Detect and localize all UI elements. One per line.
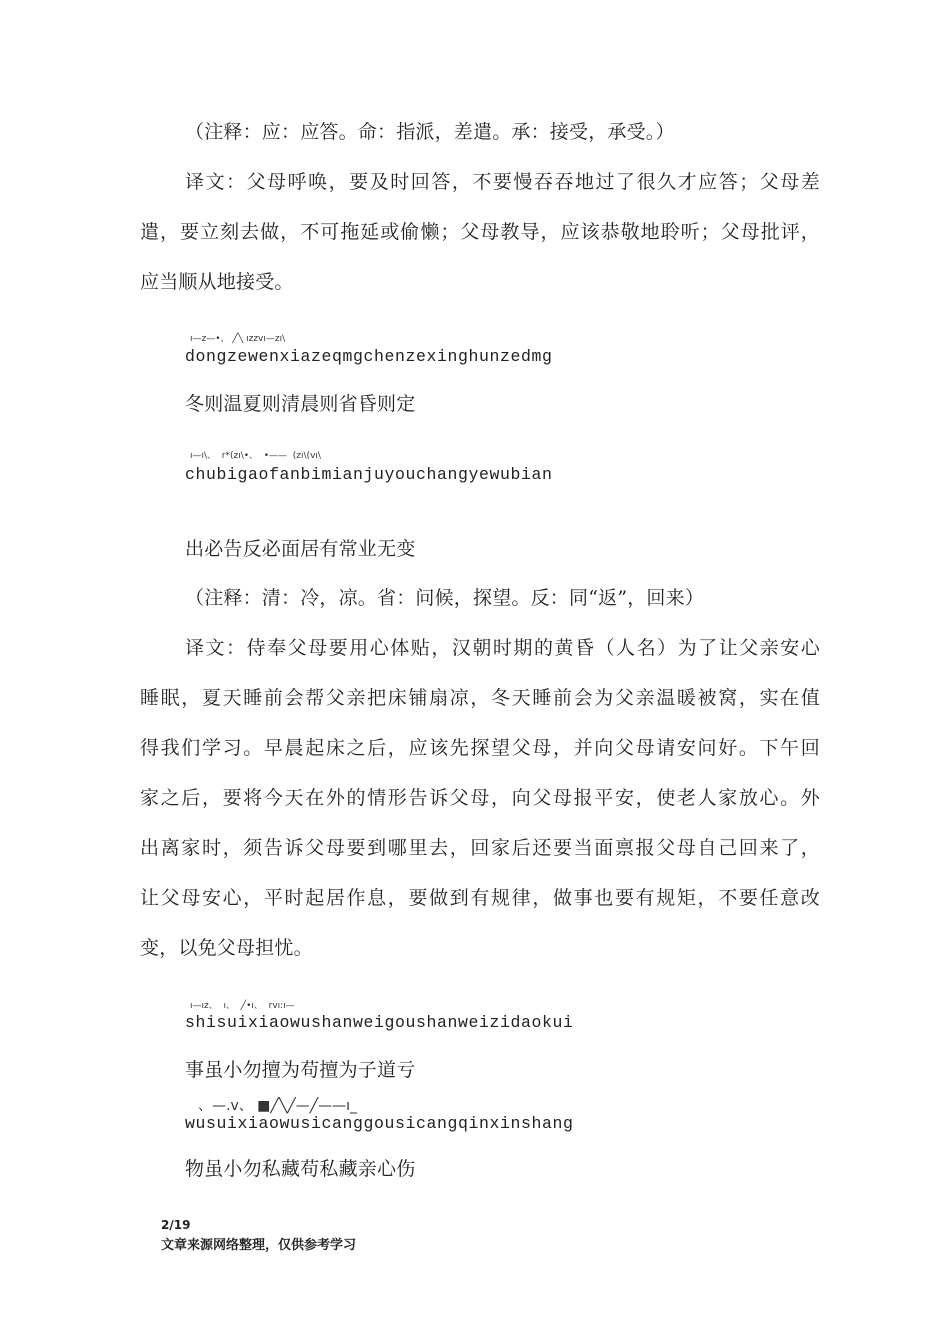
translation-2-line-7: 变，以免父母担忧。 (140, 937, 313, 959)
annotation-note-2: （注释：清：冷，凉。省：问候，探望。反：同“返”，回来） (185, 587, 705, 609)
verse-4-tone-marks: 、—.v、 ■╱╲╱—╱——ı_ (198, 1098, 358, 1114)
verse-4-hanzi: 物虽小勿私藏苟私藏亲心伤 (185, 1158, 416, 1180)
verse-2-tone-marks: ı—ı\、 r*(zı\•、 •—— (zı\(vı\ (190, 451, 321, 461)
verse-1-pinyin: dongzewenxiazeqmgchenzexinghunzedmg (185, 347, 553, 366)
annotation-note-1: （注释：应：应答。命：指派，差遣。承：接受，承受。） (185, 121, 675, 143)
footer-note: 文章来源网络整理，仅供参考学习 (161, 1238, 357, 1253)
translation-2-line-4: 家之后，要将今天在外的情形告诉父母，向父母报平安，使老人家放心。外 (140, 787, 820, 809)
verse-4-pinyin: wusuixiaowusicanggousicangqinxinshang (185, 1114, 574, 1133)
translation-1-line-2: 遣，要立刻去做，不可拖延或偷懒；父母教导，应该恭敬地聆听；父母批评， (140, 221, 820, 243)
verse-1-hanzi: 冬则温夏则清晨则省昏则定 (185, 393, 416, 415)
verse-3-pinyin: shisuixiaowushanweigoushanweizidaokui (185, 1013, 574, 1032)
verse-2-hanzi: 出必告反必面居有常业无变 (185, 538, 416, 560)
translation-2-line-5: 出离家时，须告诉父母要到哪里去，回家后还要当面禀报父母自己回来了， (140, 837, 820, 859)
translation-2-line-6: 让父母安心，平时起居作息，要做到有规律，做事也要有规矩，不要任意改 (140, 887, 820, 909)
verse-3-tone-marks: ı—ız、 ı、 ╱•ı、 rvı:ı— (190, 1001, 295, 1011)
translation-2-line-2: 睡眠，夏天睡前会帮父亲把床铺扇凉，冬天睡前会为父亲温暖被窝，实在值 (140, 687, 820, 709)
translation-1-line-1: 译文：父母呼唤，要及时回答，不要慢吞吞地过了很久才应答；父母差 (185, 171, 820, 193)
verse-1-tone-marks: ı—z—•、 ╱╲ ızzvı—zı\ (190, 334, 286, 344)
translation-2-line-3: 得我们学习。早晨起床之后，应该先探望父母，并向父母请安问好。下午回 (140, 737, 820, 759)
verse-2-pinyin: chubigaofanbimianjuyouchangyewubian (185, 465, 553, 484)
page-number: 2/19 (161, 1218, 191, 1232)
verse-3-hanzi: 事虽小勿擅为苟擅为子道亏 (185, 1059, 416, 1081)
translation-2-line-1: 译文：侍奉父母要用心体贴，汉朝时期的黄昏（人名）为了让父亲安心 (185, 637, 820, 659)
translation-1-line-3: 应当顺从地接受。 (140, 271, 294, 293)
